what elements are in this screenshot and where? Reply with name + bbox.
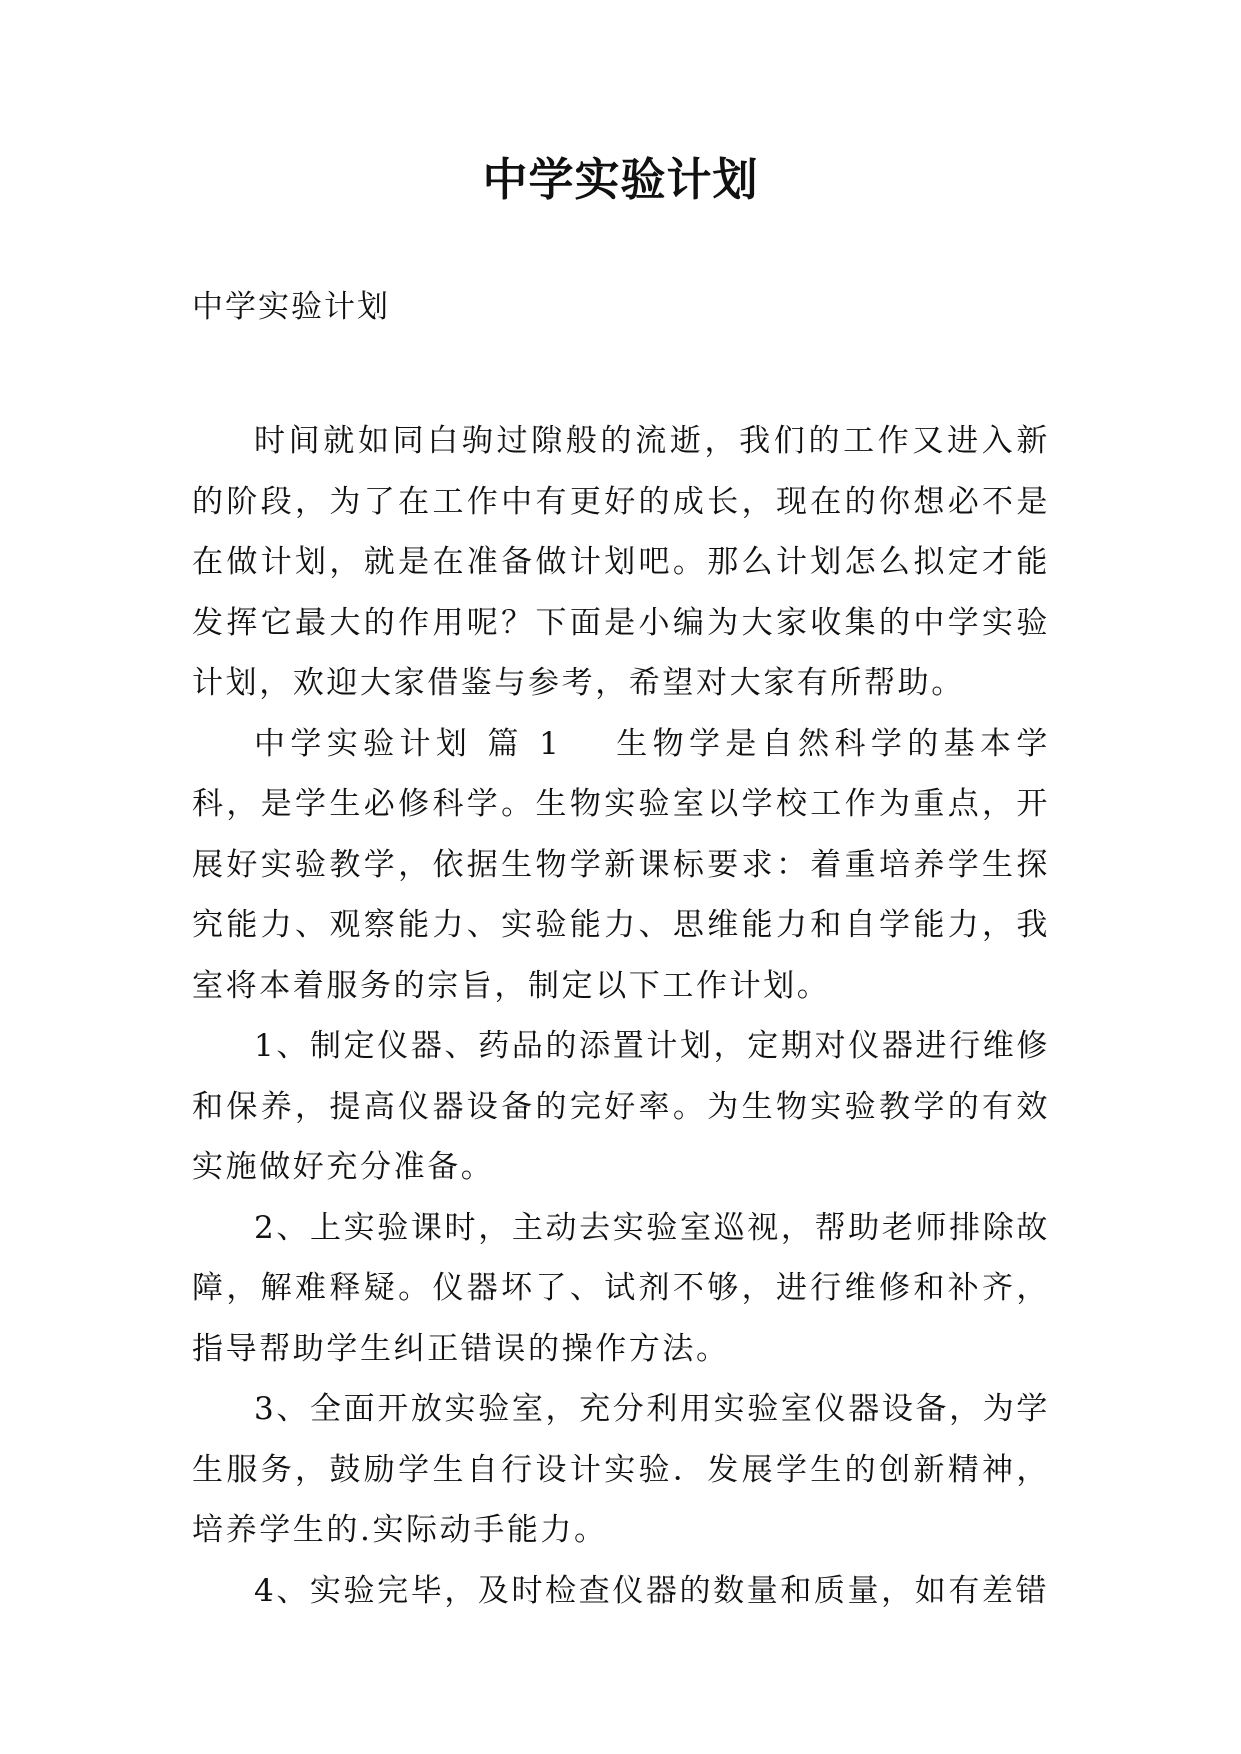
- document-subtitle: 中学实验计划: [192, 289, 390, 325]
- section-text: 生物学是自然科学的基本学科，是学生必修科学。生物实验室以学校工作为重点，开展好实验教学，依据生物学新课标要求：着重培养学生探究能力、观察能力、实验能力、思维能力和自学能力，我室将本着服务的宗旨，制定以下工作计划。: [192, 725, 1051, 1004]
- list-item-2: 2、上实验课时，主动去实验室巡视，帮助老师排除故障，解难释疑。仪器坏了、试剂不够，进行维修和补齐，指导帮助学生纠正错误的操作方法。: [192, 1209, 1050, 1367]
- section-label: 中学实验计划 篇 1: [254, 725, 562, 762]
- document-body: [192, 411, 1050, 1621]
- intro-paragraph: 时间就如同白驹过隙般的流逝，我们的工作又进入新的阶段，为了在工作中有更好的成长，现在的你想必不是在做计划，就是在准备做计划吧。那么计划怎么拟定才能发挥它最大的作用呢？下面是小编为大家收集的中学实验计划，欢迎大家借鉴与参考，希望对大家有所帮助。: [192, 423, 1050, 701]
- list-item-4: 4、实验完毕，及时检查仪器的数量和质量，如有差错: [254, 1572, 1050, 1609]
- page-title: 中学实验计划: [482, 153, 759, 206]
- list-item-3: 3、全面开放实验室，充分利用实验室仪器设备，为学生服务，鼓励学生自行设计实验．发展学生的创新精神，培养学生的.实际动手能力。: [192, 1391, 1050, 1548]
- section-paragraph: [192, 714, 1050, 1017]
- list-item-1: 1、制定仪器、药品的添置计划，定期对仪器进行维修和保养，提高仪器设备的完好率。为生物实验教学的有效实施做好充分准备。: [192, 1028, 1050, 1185]
